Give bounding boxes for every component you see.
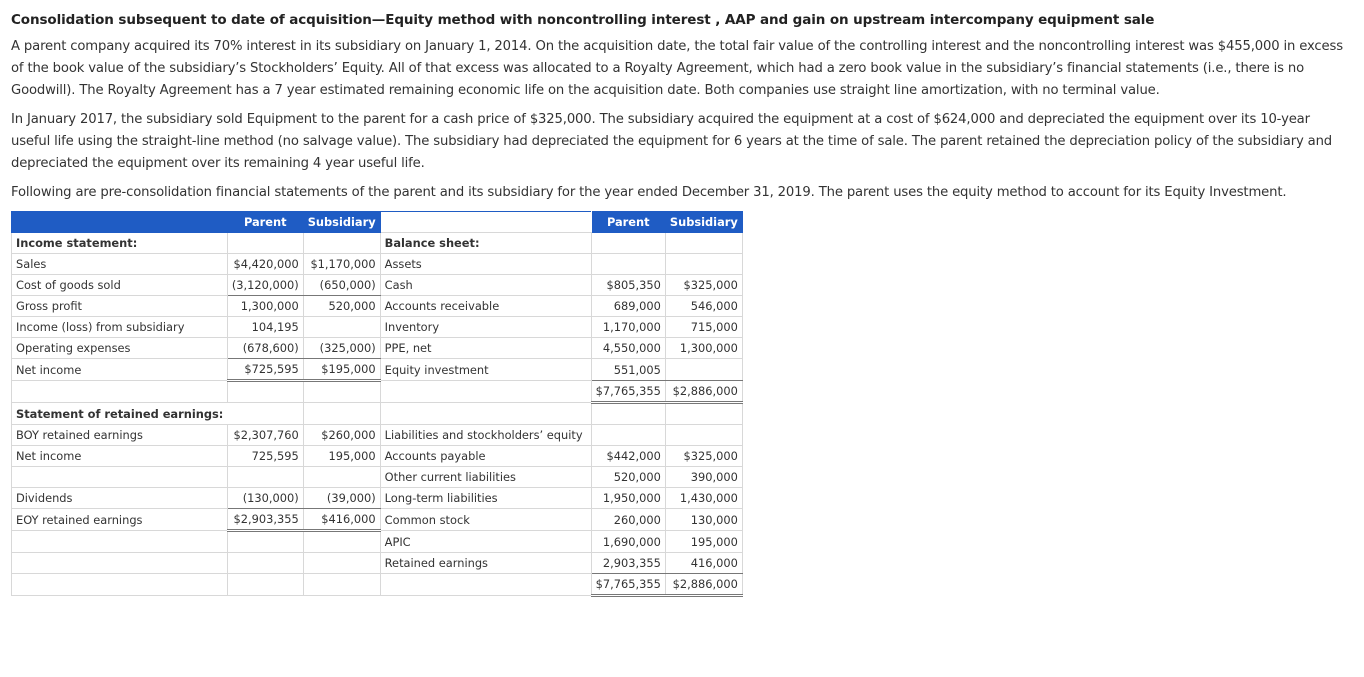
income-label-cell [12, 553, 228, 574]
balance-label-cell: Accounts payable [380, 446, 591, 467]
table-row [12, 467, 743, 488]
balance-subsidiary-cell: 195,000 [665, 531, 742, 553]
income-label-cell: Cost of goods sold [12, 275, 228, 296]
income-subsidiary-cell: 520,000 [303, 296, 380, 317]
income-label-cell [12, 574, 228, 596]
income-label-cell: Net income [12, 359, 228, 381]
paragraph-statements-intro: Following are pre-consolidation financial statements of the parent and its subsidiary for the year ended December 31, 2019. The parent uses the equity method to account for its Equity Investment. [11, 185, 1287, 200]
income-parent-cell [227, 233, 303, 254]
balance-subsidiary-cell [665, 403, 742, 425]
income-subsidiary-cell [303, 233, 380, 254]
table-header-row [12, 212, 743, 233]
income-subsidiary-cell [303, 467, 380, 488]
problem-title: Consolidation subsequent to date of acquisition—Equity method with noncontrolling interest , AAP and gain on upstream intercompany equipment sale [11, 12, 1155, 28]
table-row [12, 509, 743, 531]
balance-parent-cell [591, 254, 665, 275]
balance-label-cell [380, 381, 591, 403]
table-row [12, 488, 743, 509]
income-subsidiary-cell: (650,000) [303, 275, 380, 296]
income-parent-cell: 104,195 [227, 317, 303, 338]
table-row [12, 275, 743, 296]
income-parent-cell: (678,600) [227, 338, 303, 359]
income-parent-cell [227, 381, 303, 403]
table-row [12, 574, 743, 596]
balance-label-cell: Inventory [380, 317, 591, 338]
balance-subsidiary-cell: 546,000 [665, 296, 742, 317]
income-subsidiary-cell: $1,170,000 [303, 254, 380, 275]
balance-subsidiary-cell: 1,300,000 [665, 338, 742, 359]
header-blank-cell [380, 212, 591, 233]
balance-parent-cell: 689,000 [591, 296, 665, 317]
paragraph-acquisition: A parent company acquired its 70% interest in its subsidiary on January 1, 2014. On the acquisition date, the total fair value of the controlling interest and the noncontrolling interest was $455,000 in excess of the book value of the subsidiary’s Stockholders’ Equity. All of that excess was allocated to a Royalty Agreement, which had a zero book value in the subsidiary’s financial statements (i.e., there is no Goodwill). The Royalty Agreement has a 7 year estimated remaining economic life on the acquisition date. Both companies use straight line amortization, with no terminal value. [11, 39, 1343, 98]
balance-parent-cell: $442,000 [591, 446, 665, 467]
balance-subsidiary-cell [665, 254, 742, 275]
balance-subsidiary-cell: $2,886,000 [665, 381, 742, 403]
income-subsidiary-cell [303, 574, 380, 596]
table-row [12, 296, 743, 317]
balance-label-cell: Retained earnings [380, 553, 591, 574]
balance-subsidiary-cell: $325,000 [665, 275, 742, 296]
income-parent-cell [227, 467, 303, 488]
balance-subsidiary-cell: 416,000 [665, 553, 742, 574]
balance-parent-cell: $7,765,355 [591, 381, 665, 403]
header-parent-left: Parent [227, 212, 303, 233]
income-parent-cell: (130,000) [227, 488, 303, 509]
income-label-cell: Sales [12, 254, 228, 275]
income-subsidiary-cell: 195,000 [303, 446, 380, 467]
income-subsidiary-cell: (39,000) [303, 488, 380, 509]
balance-label-cell: Accounts receivable [380, 296, 591, 317]
balance-label-cell: Long-term liabilities [380, 488, 591, 509]
balance-label-cell: Balance sheet: [380, 233, 591, 254]
balance-label-cell: Liabilities and stockholders’ equity [380, 425, 591, 446]
header-parent-right: Parent [591, 212, 665, 233]
income-parent-cell [227, 553, 303, 574]
table-row [12, 233, 743, 254]
header-blank-cell [12, 212, 228, 233]
balance-subsidiary-cell: 715,000 [665, 317, 742, 338]
income-parent-cell [227, 403, 303, 425]
income-subsidiary-cell [303, 381, 380, 403]
balance-parent-cell: 1,170,000 [591, 317, 665, 338]
balance-parent-cell: 1,690,000 [591, 531, 665, 553]
balance-subsidiary-cell: 390,000 [665, 467, 742, 488]
balance-parent-cell: $7,765,355 [591, 574, 665, 596]
income-subsidiary-cell: $416,000 [303, 509, 380, 531]
income-subsidiary-cell: (325,000) [303, 338, 380, 359]
balance-parent-cell: 1,950,000 [591, 488, 665, 509]
income-label-cell: EOY retained earnings [12, 509, 228, 531]
balance-parent-cell: 520,000 [591, 467, 665, 488]
balance-label-cell: Equity investment [380, 359, 591, 381]
balance-parent-cell [591, 403, 665, 425]
income-subsidiary-cell [303, 553, 380, 574]
balance-parent-cell: 551,005 [591, 359, 665, 381]
income-label-cell: Income statement: [12, 233, 228, 254]
balance-parent-cell: $805,350 [591, 275, 665, 296]
table-row [12, 531, 743, 553]
income-parent-cell: $2,307,760 [227, 425, 303, 446]
income-label-cell [12, 531, 228, 553]
income-label-cell: Statement of retained earnings: [12, 403, 228, 425]
table-row [12, 338, 743, 359]
header-subsidiary-right: Subsidiary [665, 212, 742, 233]
balance-parent-cell: 2,903,355 [591, 553, 665, 574]
table-row [12, 381, 743, 403]
balance-label-cell: Common stock [380, 509, 591, 531]
income-parent-cell: 725,595 [227, 446, 303, 467]
income-label-cell: Income (loss) from subsidiary [12, 317, 228, 338]
income-subsidiary-cell: $260,000 [303, 425, 380, 446]
table-row [12, 317, 743, 338]
balance-subsidiary-cell [665, 425, 742, 446]
income-label-cell: Gross profit [12, 296, 228, 317]
paragraph-equipment-sale: In January 2017, the subsidiary sold Equipment to the parent for a cash price of $325,000. The subsidiary acquired the equipment at a cost of $624,000 and depreciated the equipment over its 10-year useful life using the straight-line method (no salvage value). The subsidiary had depreciated the equipment for 6 years at the time of sale. The parent retained the depreciation policy of the subsidiary and depreciated the equipment over its remaining 4 year useful life. [11, 112, 1333, 171]
income-parent-cell: 1,300,000 [227, 296, 303, 317]
income-label-cell: Net income [12, 446, 228, 467]
financial-statements-table [11, 211, 743, 597]
balance-label-cell [380, 403, 591, 425]
income-label-cell: BOY retained earnings [12, 425, 228, 446]
table-row [12, 425, 743, 446]
table-row [12, 553, 743, 574]
income-parent-cell: $725,595 [227, 359, 303, 381]
header-subsidiary-left: Subsidiary [303, 212, 380, 233]
income-parent-cell: $4,420,000 [227, 254, 303, 275]
balance-label-cell: Cash [380, 275, 591, 296]
income-subsidiary-cell [303, 403, 380, 425]
income-label-cell [12, 467, 228, 488]
income-subsidiary-cell: $195,000 [303, 359, 380, 381]
balance-subsidiary-cell [665, 233, 742, 254]
balance-subsidiary-cell: $2,886,000 [665, 574, 742, 596]
income-parent-cell [227, 531, 303, 553]
income-label-cell: Operating expenses [12, 338, 228, 359]
income-parent-cell: $2,903,355 [227, 509, 303, 531]
table-row [12, 446, 743, 467]
balance-label-cell: Other current liabilities [380, 467, 591, 488]
balance-parent-cell [591, 233, 665, 254]
table-row [12, 359, 743, 381]
balance-parent-cell: 260,000 [591, 509, 665, 531]
income-label-cell: Dividends [12, 488, 228, 509]
table-row [12, 254, 743, 275]
balance-parent-cell: 4,550,000 [591, 338, 665, 359]
balance-label-cell: Assets [380, 254, 591, 275]
balance-label-cell: APIC [380, 531, 591, 553]
balance-parent-cell [591, 425, 665, 446]
balance-subsidiary-cell: 130,000 [665, 509, 742, 531]
balance-subsidiary-cell [665, 359, 742, 381]
income-parent-cell [227, 574, 303, 596]
balance-subsidiary-cell: 1,430,000 [665, 488, 742, 509]
income-subsidiary-cell [303, 317, 380, 338]
table-row [12, 403, 743, 425]
balance-subsidiary-cell: $325,000 [665, 446, 742, 467]
income-parent-cell: (3,120,000) [227, 275, 303, 296]
income-label-cell [12, 381, 228, 403]
balance-label-cell: PPE, net [380, 338, 591, 359]
income-subsidiary-cell [303, 531, 380, 553]
balance-label-cell [380, 574, 591, 596]
